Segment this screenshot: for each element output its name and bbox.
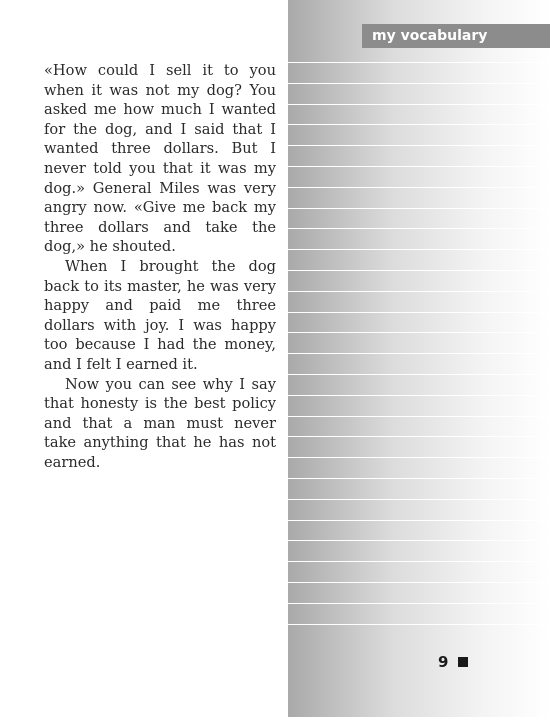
vocabulary-line — [288, 582, 550, 603]
vocabulary-header: my vocabulary — [362, 24, 550, 48]
paragraph-moral: Now you can see why I say that honesty is the best policy and that a man must never take anything that he has not earned. — [44, 375, 276, 471]
vocabulary-line — [288, 540, 550, 561]
vocabulary-line — [288, 249, 550, 270]
vocabulary-line — [288, 520, 550, 541]
vocabulary-line — [288, 83, 550, 104]
vocabulary-line — [288, 353, 550, 374]
paragraph-dialogue: «How could I sell it to you when it was not my dog? You asked me how much I wanted for the dog, and I said that I wanted three dollars. But I never told you that it was my dog.» General Miles was very angry now. «Give me back my three dollars and take the dog,» he shouted. — [44, 62, 276, 256]
vocabulary-line — [288, 187, 550, 208]
vocabulary-line — [288, 332, 550, 353]
paragraph-returning-dog: When I brought the dog back to its master, he was very happy and paid me three dollars with joy. I was happy too because I had the money, and I felt I earned it. — [44, 257, 276, 373]
vocabulary-writing-lines — [288, 62, 550, 644]
story-text — [44, 61, 276, 472]
vocabulary-line — [288, 478, 550, 499]
vocabulary-line — [288, 499, 550, 520]
vocabulary-line — [288, 166, 550, 187]
vocabulary-line — [288, 291, 550, 312]
vocabulary-line — [288, 104, 550, 125]
vocabulary-line — [288, 124, 550, 145]
vocabulary-line — [288, 457, 550, 478]
vocabulary-line — [288, 436, 550, 457]
vocabulary-line — [288, 416, 550, 437]
vocabulary-panel — [288, 0, 550, 717]
page-marker-square-icon — [458, 657, 468, 667]
vocabulary-line — [288, 228, 550, 249]
vocabulary-line — [288, 561, 550, 582]
vocabulary-line — [288, 145, 550, 166]
vocabulary-line — [288, 395, 550, 416]
vocabulary-line — [288, 603, 550, 624]
vocabulary-line — [288, 270, 550, 291]
vocabulary-line — [288, 374, 550, 395]
vocabulary-line — [288, 624, 550, 645]
page-number: 9 — [438, 653, 449, 671]
vocabulary-line — [288, 208, 550, 229]
vocabulary-line — [288, 312, 550, 333]
vocabulary-line — [288, 62, 550, 83]
